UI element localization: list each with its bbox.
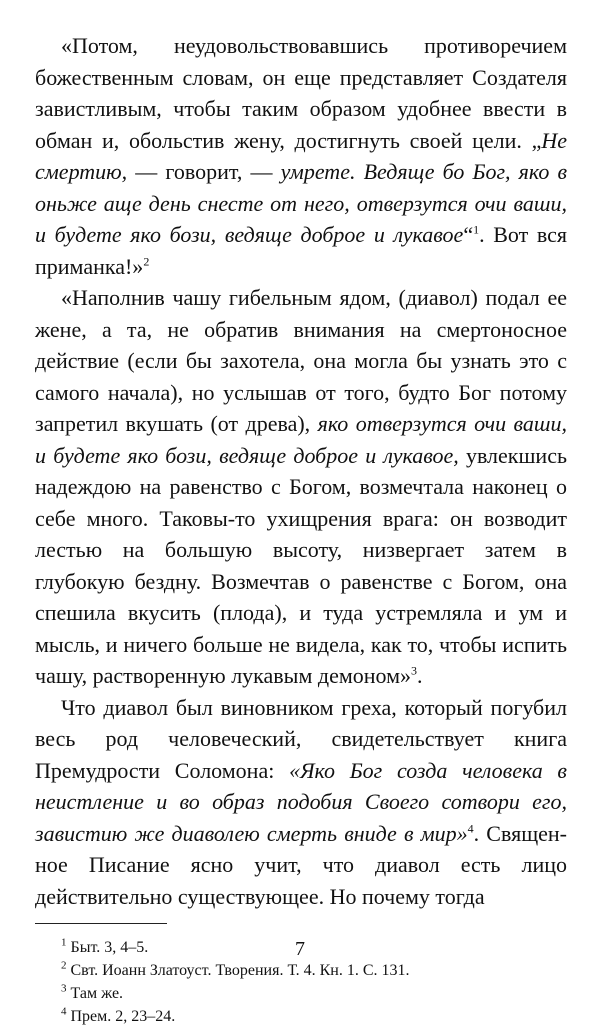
paragraph <box>35 282 567 692</box>
footnote-text: Там же. <box>70 985 124 1002</box>
text-run: увлекшись надеждою на равенство с Богом, возмечтала наконец о себе много. Таковы-то ухищрения врага: он возводит лестью на большую высоту, низвергает затем в глубокую бездну. Возмечтав о равенстве с Богом, она спешила вкусить (плода), и туда устремляла и ум и мысль, и ничего больше не видела, как то, чтобы испить чашу, растворенную лукавым демоном» <box>35 442 567 688</box>
text-run: “ <box>463 222 474 247</box>
paragraph <box>35 692 567 913</box>
text-run: «Потом, неудовольствовавшись противоречием божественным словам, он еще представляет Создателя завистливым, чтобы таким образом удобнее ввести в обман и, обольстив жену, достигнуть своей цели. „ <box>35 33 567 153</box>
footnote-divider <box>35 923 167 924</box>
main-text <box>35 30 567 912</box>
text-run: . Священное Писание ясно учит, что диавол есть лицо действительно существующее. Но почему тогда <box>35 820 567 909</box>
italic-quote: «Яко Бог созда человека в неистление и во образ подобия Своего сотвори его, завистию же диаволею смерть вниде в мир» <box>35 757 567 846</box>
footnote <box>35 1005 567 1028</box>
footnote-number: 4 <box>61 1005 67 1018</box>
footnote-ref: 3 <box>411 663 418 678</box>
text-run: . <box>417 663 423 688</box>
footnote-ref: 1 <box>473 222 480 237</box>
paragraph <box>35 30 567 282</box>
footnote-number: 3 <box>61 982 67 995</box>
italic-quote: Не смертию, <box>35 127 567 184</box>
page-number: 7 <box>295 938 305 960</box>
page-body <box>35 30 567 1028</box>
footnote <box>35 982 567 1005</box>
text-run: «Наполнив чашу гибельным ядом, (диавол) подал ее жене, а та, не обратив внимания на смертоносное действие (если бы захотела, она могла бы узнать это с самого начала), но услышав от того, будто Бог потому запретил вкушать (от древа), <box>35 285 567 436</box>
footnote-text: Свт. Иоанн Златоуст. Творения. Т. 4. Кн. 1. С. 131. <box>70 962 410 979</box>
footnote-text: Прем. 2, 23–24. <box>70 1008 176 1025</box>
footnote-text: Быт. 3, 4–5. <box>70 939 149 956</box>
text-run: Что диавол был виновником греха, который погубил весь род человеческий, свидетельствует книга Премудрости Соломона: <box>35 694 567 783</box>
footnote-number: 1 <box>61 936 67 949</box>
footnote-number: 2 <box>61 959 67 972</box>
text-run: — говорит, — <box>127 159 281 184</box>
text-run: . Вот вся приманка!» <box>35 222 568 279</box>
footnote <box>35 959 567 982</box>
footnote-ref: 4 <box>467 821 474 836</box>
italic-quote: умрете. Ведяще бо Бог, яко в оньже аще день снесте от него, отверзутся очи ваши, и будете яко бози, ведяще доброе и лукавое <box>35 159 567 247</box>
footnote-ref: 2 <box>143 254 150 269</box>
italic-quote: яко отверзутся очи ваши, и будете яко бози, ведяще доброе и лукавое, <box>35 411 567 468</box>
